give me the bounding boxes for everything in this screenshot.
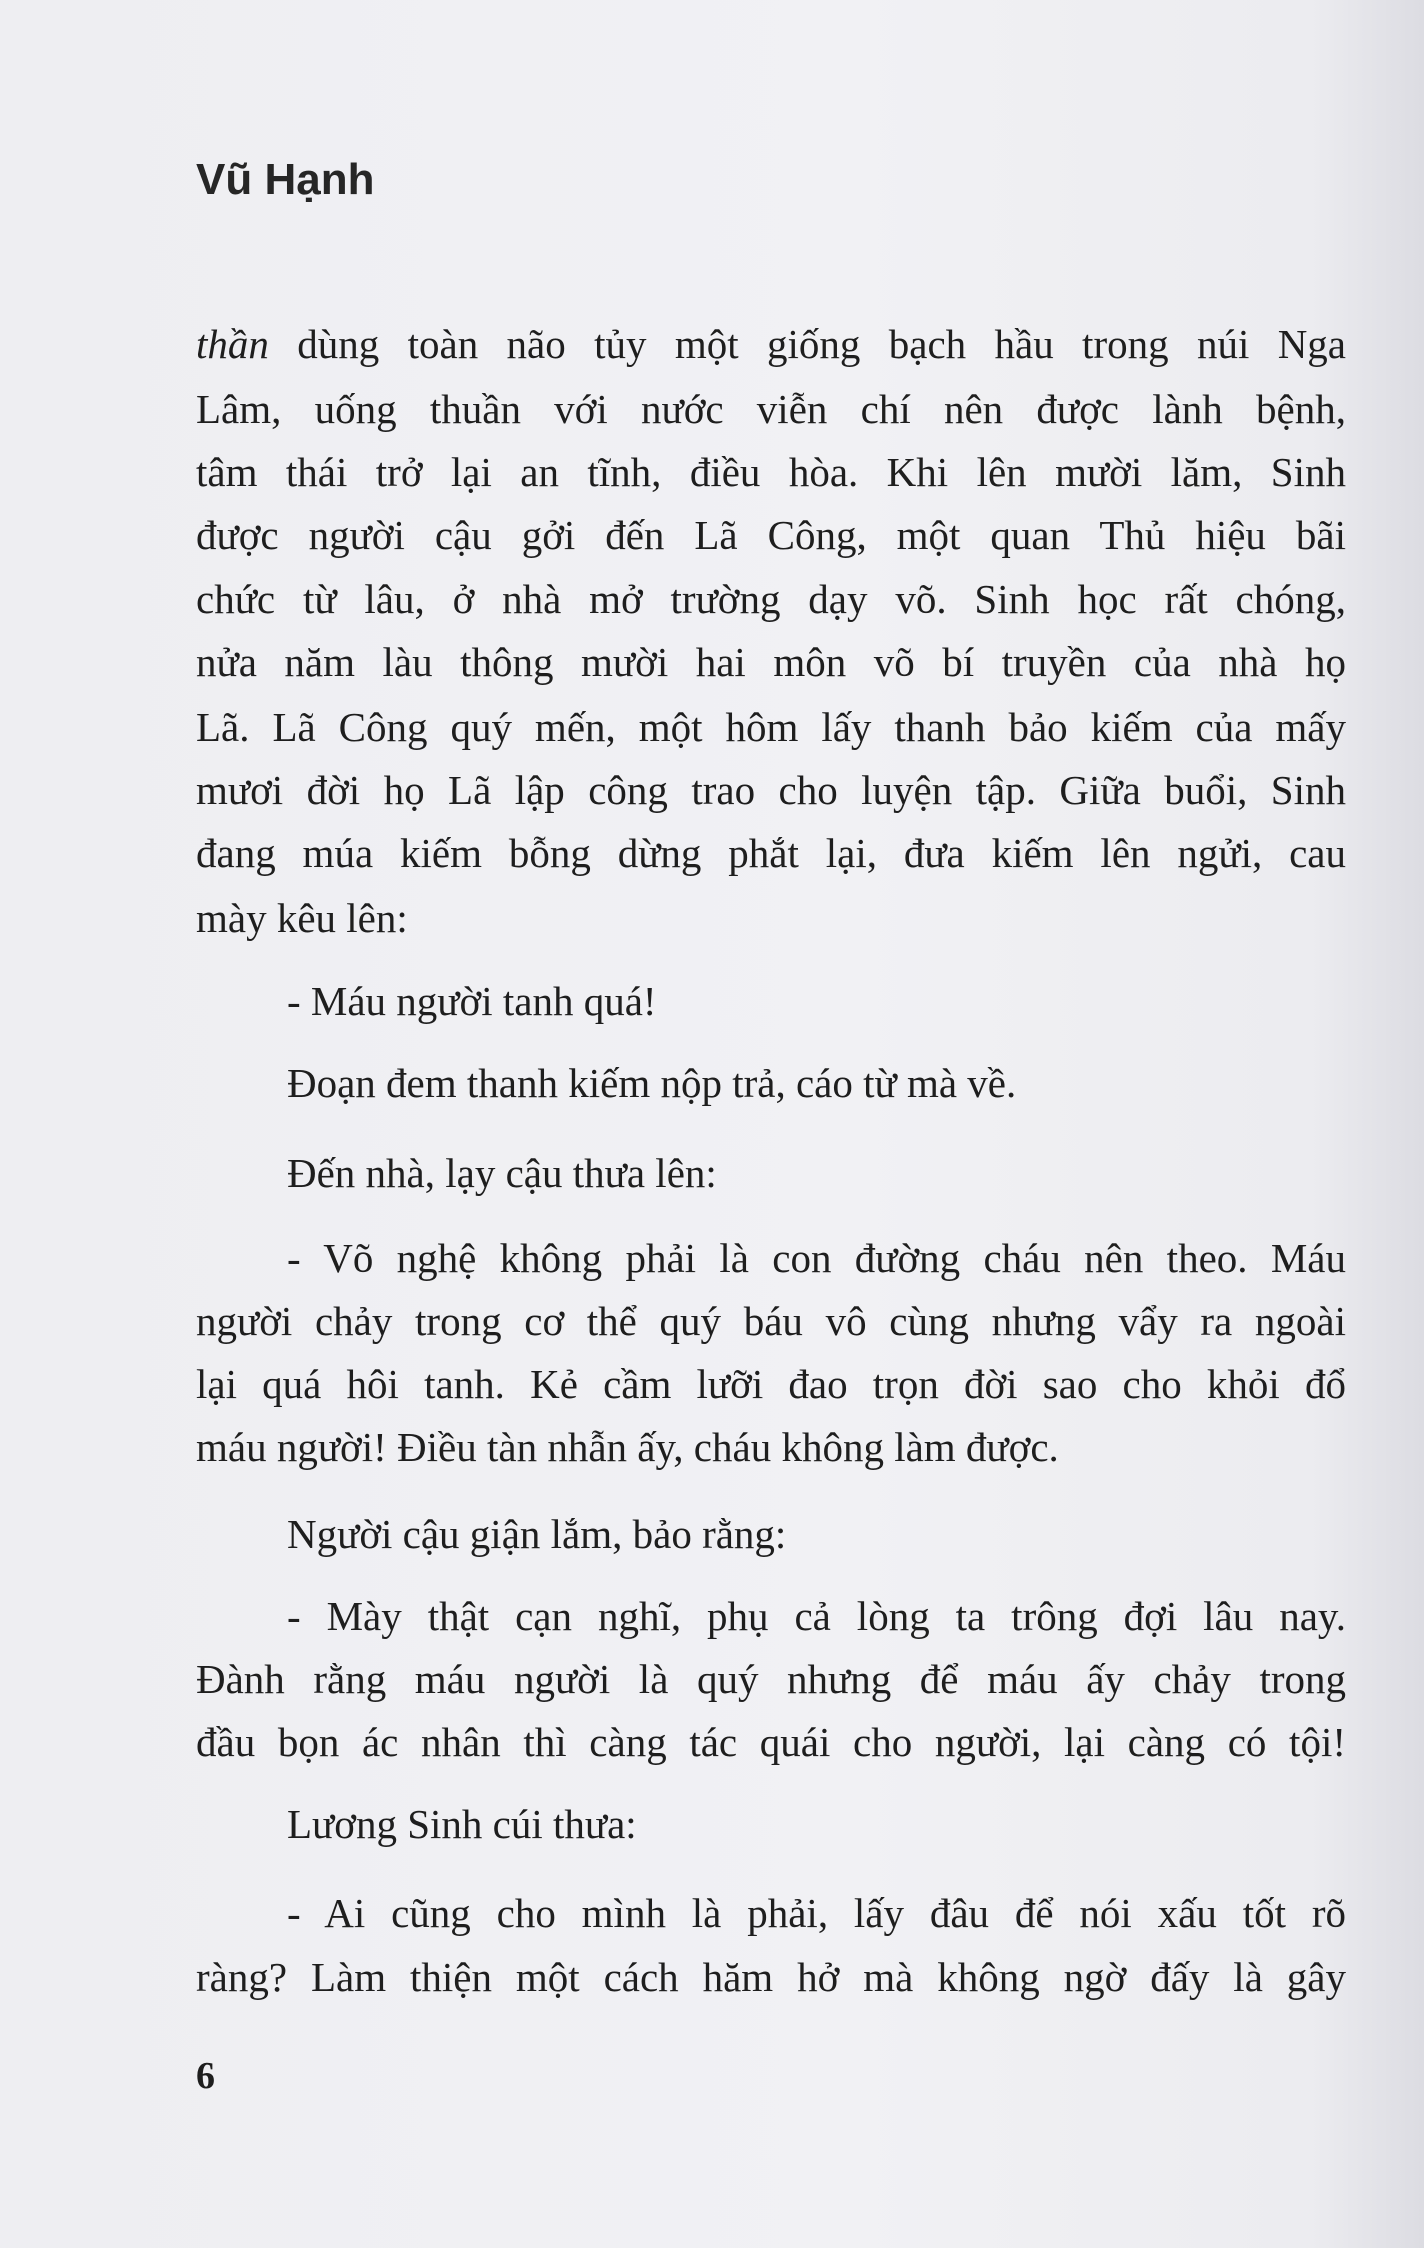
- page-number: 6: [196, 2055, 215, 2097]
- body-line: đầu bọn ác nhân thì càng tác quái cho người, lại càng có tội!: [196, 1719, 1346, 1765]
- body-line: thần dùng toàn não tủy một giống bạch hầu trong núi Nga: [196, 321, 1346, 367]
- dialogue-line: - Ai cũng cho mình là phải, lấy đâu để nói xấu tốt rõ: [287, 1890, 1346, 1936]
- body-line: đang múa kiếm bỗng dừng phắt lại, đưa kiếm lên ngửi, cau: [196, 830, 1346, 876]
- body-line: Đành rằng máu người là quý nhưng để máu ấy chảy trong: [196, 1656, 1346, 1702]
- body-line: Lâm, uống thuần với nước viễn chí nên được lành bệnh,: [196, 386, 1346, 432]
- dialogue-line: - Máu người tanh quá!: [287, 978, 657, 1024]
- body-line: Đoạn đem thanh kiếm nộp trả, cáo từ mà về.: [287, 1060, 1017, 1106]
- body-line: Lã. Lã Công quý mến, một hôm lấy thanh bảo kiếm của mấy: [196, 704, 1346, 750]
- body-line: tâm thái trở lại an tĩnh, điều hòa. Khi lên mười lăm, Sinh: [196, 449, 1346, 495]
- body-line: được người cậu gởi đến Lã Công, một quan Thủ hiệu bãi: [196, 512, 1346, 558]
- italic-word: thần: [196, 321, 269, 367]
- body-line: Đến nhà, lạy cậu thưa lên:: [287, 1150, 717, 1196]
- dialogue-line: - Mày thật cạn nghĩ, phụ cả lòng ta trông đợi lâu nay.: [287, 1593, 1346, 1639]
- body-line: nửa năm làu thông mười hai môn võ bí truyền của nhà họ: [196, 639, 1346, 685]
- body-line: Người cậu giận lắm, bảo rằng:: [287, 1511, 787, 1557]
- body-line: người chảy trong cơ thể quý báu vô cùng nhưng vẩy ra ngoài: [196, 1298, 1346, 1344]
- body-line: mày kêu lên:: [196, 895, 408, 941]
- running-header-author: Vũ Hạnh: [196, 155, 375, 204]
- body-line: máu người! Điều tàn nhẫn ấy, cháu không làm được.: [196, 1424, 1059, 1470]
- body-line: chức từ lâu, ở nhà mở trường dạy võ. Sinh học rất chóng,: [196, 576, 1346, 622]
- body-line: ràng? Làm thiện một cách hăm hở mà không ngờ đấy là gây: [196, 1954, 1346, 2000]
- body-line: Lương Sinh cúi thưa:: [287, 1801, 637, 1847]
- dialogue-line: - Võ nghệ không phải là con đường cháu nên theo. Máu: [287, 1235, 1346, 1281]
- body-line: mươi đời họ Lã lập công trao cho luyện tập. Giữa buổi, Sinh: [196, 767, 1346, 813]
- body-line: lại quá hôi tanh. Kẻ cầm lưỡi đao trọn đời sao cho khỏi đổ: [196, 1361, 1346, 1407]
